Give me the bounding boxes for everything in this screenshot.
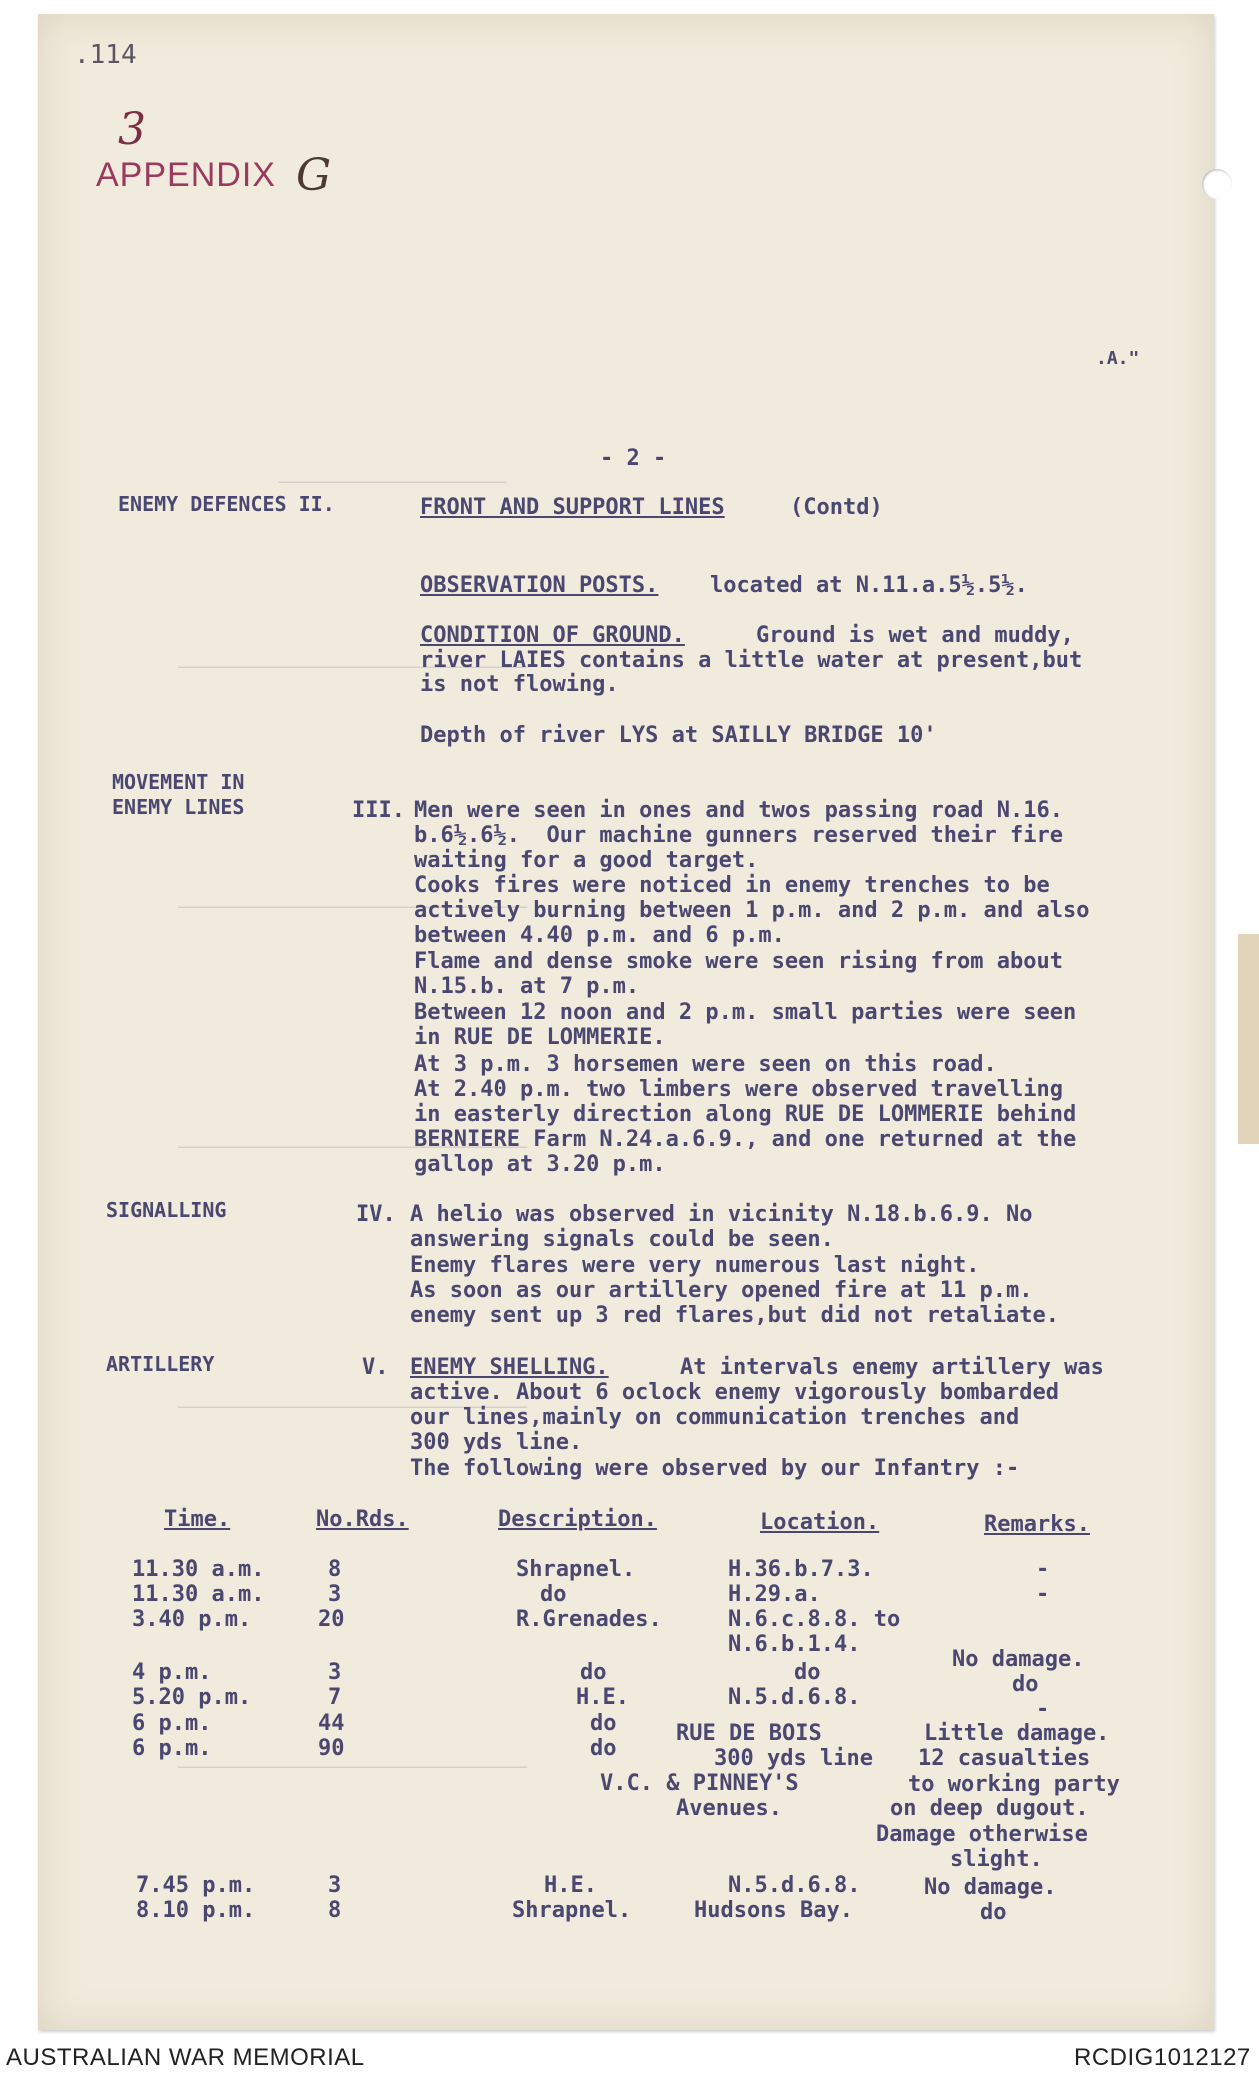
bleed-through-mark: —————————————————————————————: [178, 654, 528, 678]
footer-id: RCDIG1012127: [1074, 2044, 1251, 2071]
cell-time: 11.30 a.m.: [132, 1557, 265, 1582]
cell-rounds: 44: [318, 1711, 345, 1736]
movement-label: MOVEMENT IN: [112, 770, 245, 794]
corner-mark: .A.": [1096, 348, 1140, 369]
cell-rounds: 3: [328, 1873, 342, 1898]
cell-rounds: 3: [328, 1582, 342, 1607]
shelling-line: active. About 6 oclock enemy vigorously bombarded: [410, 1380, 1060, 1405]
cell-remarks: Little damage.: [924, 1721, 1110, 1746]
condition-line: river LAIES contains a little water at present,but: [420, 648, 1083, 673]
cell-time: 4 p.m.: [132, 1660, 212, 1685]
movement-line: in easterly direction along RUE DE LOMMERIE behind: [414, 1102, 1077, 1127]
cell-location: 300 yds line: [714, 1746, 873, 1771]
signalling-line: As soon as our artillery opened fire at 11 p.m.: [410, 1278, 1033, 1303]
cell-location: H.36.b.7.3.: [728, 1557, 874, 1582]
table-header-description: Description.: [498, 1507, 657, 1532]
shelling-line: 300 yds line.: [410, 1430, 583, 1455]
cell-rounds: 7: [328, 1685, 342, 1710]
table-header-location: Location.: [760, 1510, 880, 1535]
cell-description: do: [540, 1582, 567, 1607]
signalling-line: A helio was observed in vicinity N.18.b.6.9. No: [410, 1202, 1033, 1227]
cell-remarks: 12 casualties: [918, 1746, 1091, 1771]
cell-description: do: [590, 1736, 617, 1761]
cell-description: R.Grenades.: [516, 1607, 662, 1632]
movement-number: III.: [352, 798, 405, 823]
bleed-through-mark: —————————————————————————————: [178, 1754, 528, 1778]
movement-line: in RUE DE LOMMERIE.: [414, 1025, 666, 1050]
cell-location: Avenues.: [676, 1796, 782, 1821]
movement-label: ENEMY LINES: [112, 795, 245, 819]
cell-description: Shrapnel.: [512, 1898, 632, 1923]
cell-remarks: No damage.: [952, 1647, 1085, 1672]
cell-remarks: Damage otherwise: [876, 1822, 1088, 1847]
condition-line: is not flowing.: [420, 672, 619, 697]
movement-line: Between 12 noon and 2 p.m. small parties were seen: [414, 1000, 1077, 1025]
cell-location: N.5.d.6.8.: [728, 1685, 861, 1710]
movement-line: b.6½.6½. Our machine gunners reserved their fire: [414, 823, 1064, 848]
movement-line: Cooks fires were noticed in enemy trenches to be: [414, 873, 1050, 898]
cell-remarks: on deep dugout.: [890, 1796, 1089, 1821]
shelling-label: ENEMY SHELLING.: [410, 1355, 609, 1380]
shelling-line: The following were observed by our Infantry :-: [410, 1456, 1020, 1481]
movement-line: waiting for a good target.: [414, 848, 759, 873]
cell-remarks: do: [1012, 1672, 1039, 1697]
cell-time: 8.10 p.m.: [136, 1898, 256, 1923]
table-header-rounds: No.Rds.: [316, 1507, 409, 1532]
appendix-letter: G: [296, 150, 332, 201]
cell-location: N.6.c.8.8. to: [728, 1607, 901, 1632]
cell-time: 6 p.m.: [132, 1736, 212, 1761]
cell-time: 6 p.m.: [132, 1711, 212, 1736]
movement-line: between 4.40 p.m. and 6 p.m.: [414, 923, 785, 948]
cell-remarks: -: [1036, 1582, 1050, 1607]
cell-location: Hudsons Bay.: [694, 1898, 853, 1923]
bleed-through-mark: —————————————————————————————: [178, 894, 528, 918]
cell-description: H.E.: [544, 1873, 597, 1898]
movement-line: N.15.b. at 7 p.m.: [414, 974, 640, 999]
movement-line: At 2.40 p.m. two limbers were observed travelling: [414, 1077, 1064, 1102]
obs-posts-label: OBSERVATION POSTS.: [420, 573, 659, 598]
cell-remarks: do: [980, 1900, 1007, 1925]
artillery-label: ARTILLERY: [106, 1352, 215, 1376]
section-label-enemy-defences: ENEMY DEFENCES II.: [118, 492, 335, 516]
artillery-number: V.: [362, 1355, 389, 1380]
signalling-number: IV.: [356, 1202, 396, 1227]
cell-description: do: [590, 1711, 617, 1736]
condition-label: CONDITION OF GROUND.: [420, 623, 685, 648]
cell-rounds: 90: [318, 1736, 345, 1761]
cell-location: N.5.d.6.8.: [728, 1873, 861, 1898]
cell-location: do: [794, 1660, 821, 1685]
stamp-handwritten-number: 3: [118, 104, 146, 155]
signalling-line: Enemy flares were very numerous last night.: [410, 1253, 980, 1278]
cell-remarks: slight.: [950, 1847, 1043, 1872]
cell-rounds: 8: [328, 1557, 342, 1582]
cell-remarks: No damage.: [924, 1875, 1057, 1900]
cell-location: V.C. & PINNEY'S: [600, 1771, 799, 1796]
cell-remarks: -: [1036, 1697, 1050, 1722]
signalling-line: answering signals could be seen.: [410, 1227, 834, 1252]
movement-line: Men were seen in ones and twos passing road N.16.: [414, 798, 1064, 823]
movement-line: actively burning between 1 p.m. and 2 p.m. and also: [414, 898, 1090, 923]
cell-rounds: 8: [328, 1898, 342, 1923]
cell-remarks: to working party: [908, 1772, 1120, 1797]
cell-description: do: [580, 1660, 607, 1685]
bleed-through-mark: ———————————————————: [278, 469, 507, 493]
signalling-label: SIGNALLING: [106, 1198, 227, 1222]
table-header-time: Time.: [164, 1507, 231, 1532]
signalling-line: enemy sent up 3 red flares,but did not retaliate.: [410, 1303, 1060, 1328]
cell-time: 5.20 p.m.: [132, 1685, 252, 1710]
tape-strip: [1238, 934, 1259, 1144]
cell-remarks: -: [1036, 1557, 1050, 1582]
shelling-line: our lines,mainly on communication trenches and: [410, 1405, 1020, 1430]
heading-front-support: FRONT AND SUPPORT LINES: [420, 495, 725, 520]
movement-line: gallop at 3.20 p.m.: [414, 1152, 666, 1177]
cell-rounds: 20: [318, 1607, 345, 1632]
shelling-line: At intervals enemy artillery was: [680, 1355, 1104, 1380]
cell-description: H.E.: [576, 1685, 629, 1710]
cell-rounds: 3: [328, 1660, 342, 1685]
movement-line: At 3 p.m. 3 horsemen were seen on this road.: [414, 1052, 997, 1077]
movement-line: Flame and dense smoke were seen rising from about: [414, 949, 1064, 974]
cell-time: 11.30 a.m.: [132, 1582, 265, 1607]
cell-time: 7.45 p.m.: [136, 1873, 256, 1898]
obs-posts-text: located at N.11.a.5½.5½.: [710, 573, 1028, 598]
cell-location: H.29.a.: [728, 1582, 821, 1607]
cell-description: Shrapnel.: [516, 1557, 636, 1582]
table-header-remarks: Remarks.: [984, 1512, 1090, 1537]
bleed-through-mark: —————————————————————————————: [178, 1394, 528, 1418]
depth-line: Depth of river LYS at SAILLY BRIDGE 10': [420, 723, 937, 748]
bleed-through-mark: —————————————————————————————: [178, 1134, 528, 1158]
pencil-page-number: .114: [74, 40, 137, 70]
condition-line: Ground is wet and muddy,: [756, 623, 1074, 648]
heading-contd: (Contd): [790, 495, 883, 520]
cell-time: 3.40 p.m.: [132, 1607, 252, 1632]
appendix-stamp: APPENDIX: [96, 156, 276, 194]
cell-location: N.6.b.1.4.: [728, 1632, 861, 1657]
punch-hole: [1202, 169, 1232, 199]
movement-line: BERNIERE Farm N.24.a.6.9., and one returned at the: [414, 1127, 1077, 1152]
page-number: - 2 -: [600, 446, 667, 471]
footer-credit: AUSTRALIAN WAR MEMORIAL: [6, 2044, 365, 2071]
cell-location: RUE DE BOIS: [676, 1721, 822, 1746]
